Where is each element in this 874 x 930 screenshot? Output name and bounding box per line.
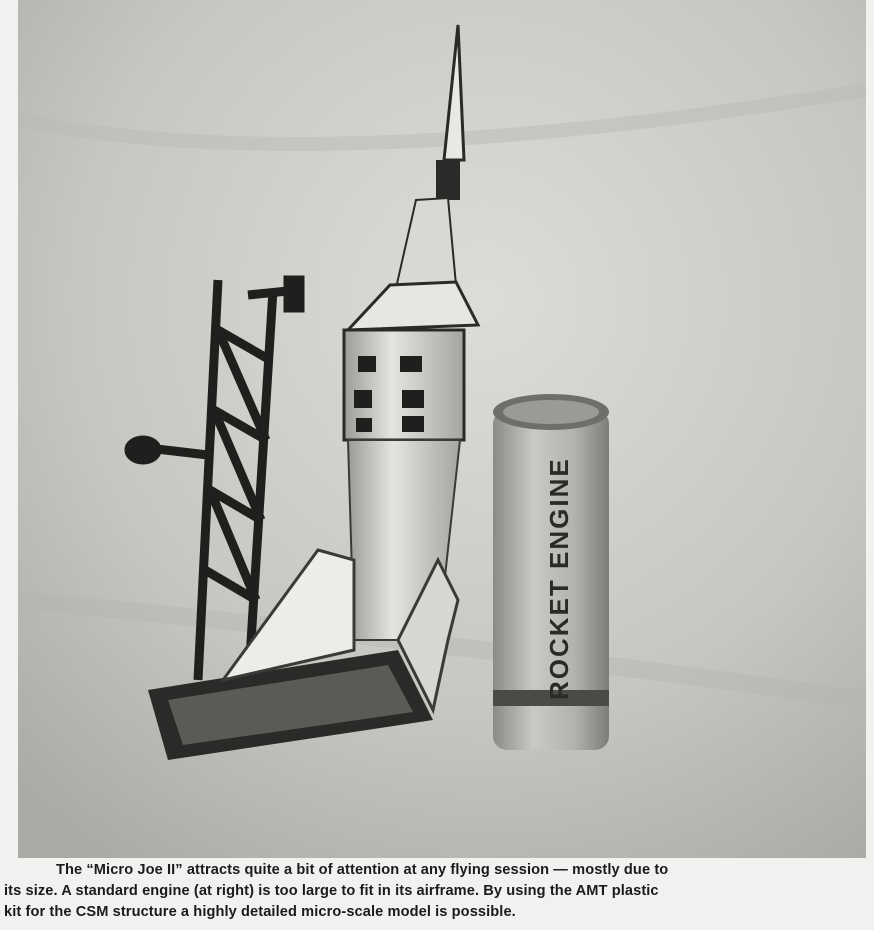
photograph bbox=[18, 0, 866, 858]
photo-caption bbox=[4, 860, 870, 923]
caption-line-3: kit for the CSM structure a highly detailed micro-scale model is possible. bbox=[4, 904, 516, 920]
rocket-engine bbox=[493, 394, 609, 750]
caption-line-2: its size. A standard engine (at right) is too large to fit in its airframe. By using the AMT plastic bbox=[4, 883, 659, 899]
engine-label: ROCKET ENGINE bbox=[544, 457, 574, 700]
caption-line-1: The “Micro Joe II” attracts quite a bit of attention at any flying session — mostly due to bbox=[56, 862, 669, 878]
